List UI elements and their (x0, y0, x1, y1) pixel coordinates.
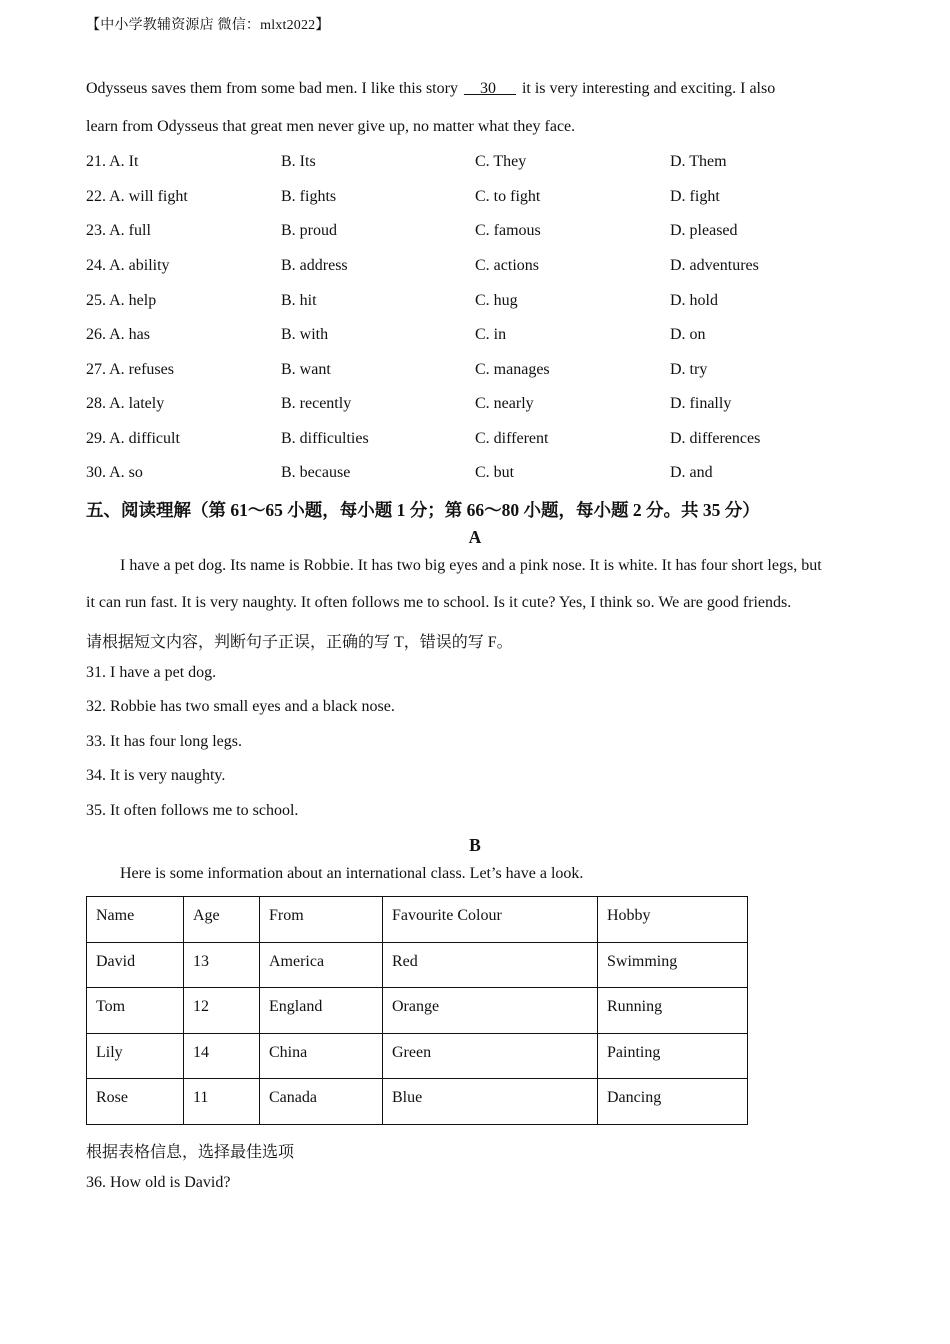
table-header-row (87, 897, 748, 943)
option-c: C. actions (475, 257, 539, 274)
table-cell: 14 (184, 1033, 260, 1079)
option-a: 27. A. refuses (86, 361, 174, 378)
table-cell: David (87, 942, 184, 988)
table-cell: Lily (87, 1033, 184, 1079)
option-row-24 (86, 257, 866, 279)
option-row-29 (86, 430, 866, 452)
page-header: 【中小学教辅资源店 微信：mlxt2022】 (86, 18, 330, 33)
part-a-paragraph-line-2: it can run fast. It is very naughty. It often follows me to school. Is it cute? Yes, I think so. We are good friends. (86, 594, 792, 611)
table-cell: Canada (260, 1079, 383, 1125)
option-a: 30. A. so (86, 464, 143, 481)
table-cell: Painting (598, 1033, 748, 1079)
table-cell: 12 (184, 988, 260, 1034)
table-cell: 11 (184, 1079, 260, 1125)
option-a: 23. A. full (86, 222, 151, 239)
option-b: B. with (281, 326, 329, 343)
table-row (87, 942, 748, 988)
part-a-instruction: 请根据短文内容，判断句子正误，正确的写 T，错误的写 F。 (86, 634, 513, 651)
table-row (87, 988, 748, 1034)
part-b-instruction: 根据表格信息，选择最佳选项 (86, 1144, 295, 1161)
option-b: B. recently (281, 395, 352, 412)
option-c: C. hug (475, 292, 518, 309)
option-a: 28. A. lately (86, 395, 165, 412)
option-a: 25. A. help (86, 292, 157, 309)
part-a-paragraph-line-1: I have a pet dog. Its name is Robbie. It has two big eyes and a pink nose. It is white. It has four short legs, but (120, 557, 822, 574)
table-cell: Running (598, 988, 748, 1034)
table-row (87, 1079, 748, 1125)
passage-text-after: it is very interesting and exciting. I also (517, 80, 776, 97)
option-row-25 (86, 292, 866, 314)
option-d: D. on (670, 326, 706, 343)
passage-line-2: learn from Odysseus that great men never give up, no matter what they face. (86, 118, 576, 135)
table-cell: America (260, 942, 383, 988)
table-cell: Orange (383, 988, 598, 1034)
option-d: D. finally (670, 395, 732, 412)
option-a: 24. A. ability (86, 257, 170, 274)
table-header-cell: Age (184, 897, 260, 943)
option-c: C. in (475, 326, 507, 343)
option-c: C. but (475, 464, 515, 481)
table-row (87, 1033, 748, 1079)
table-header-cell: Favourite Colour (383, 897, 598, 943)
option-row-23 (86, 222, 866, 244)
table-header-cell: From (260, 897, 383, 943)
info-table (86, 896, 748, 1125)
part-b-heading: B (469, 835, 481, 855)
option-a: 21. A. It (86, 153, 139, 170)
blank-30: 30 (479, 80, 496, 97)
option-b: B. because (281, 464, 351, 481)
option-b: B. address (281, 257, 348, 274)
table-cell: England (260, 988, 383, 1034)
table-header-cell: Hobby (598, 897, 748, 943)
passage-text-before: Odysseus saves them from some bad men. I like this story (86, 80, 462, 97)
option-c: C. different (475, 430, 549, 447)
option-c: C. to fight (475, 188, 541, 205)
question-36: 36. How old is David? (86, 1174, 231, 1191)
table-cell: Red (383, 942, 598, 988)
question-32: 32. Robbie has two small eyes and a black nose. (86, 698, 395, 715)
option-d: D. fight (670, 188, 720, 205)
table-header-cell: Name (87, 897, 184, 943)
option-a: 29. A. difficult (86, 430, 180, 447)
question-33: 33. It has four long legs. (86, 733, 242, 750)
option-d: D. pleased (670, 222, 738, 239)
option-d: D. try (670, 361, 708, 378)
passage-line-1 (86, 80, 775, 98)
section-title: 五、阅读理解（第 61～65 小题，每小题 1 分；第 66～80 小题，每小题 2 分。共 35 分） (86, 500, 760, 520)
part-b-intro: Here is some information about an international class. Let’s have a look. (120, 865, 584, 882)
option-c: C. manages (475, 361, 550, 378)
option-b: B. difficulties (281, 430, 369, 447)
option-row-28 (86, 395, 866, 417)
table-cell: China (260, 1033, 383, 1079)
option-d: D. and (670, 464, 713, 481)
option-row-27 (86, 361, 866, 383)
option-row-26 (86, 326, 866, 348)
option-b: B. Its (281, 153, 316, 170)
part-a-heading: A (468, 527, 482, 547)
option-d: D. adventures (670, 257, 759, 274)
table-cell: 13 (184, 942, 260, 988)
table-cell: Green (383, 1033, 598, 1079)
option-row-21 (86, 153, 866, 175)
table-cell: Swimming (598, 942, 748, 988)
option-c: C. famous (475, 222, 541, 239)
option-b: B. fights (281, 188, 337, 205)
option-row-22 (86, 188, 866, 210)
table-cell: Tom (87, 988, 184, 1034)
question-34: 34. It is very naughty. (86, 767, 226, 784)
table-cell: Rose (87, 1079, 184, 1125)
question-35: 35. It often follows me to school. (86, 802, 299, 819)
option-d: D. differences (670, 430, 761, 447)
option-b: B. proud (281, 222, 337, 239)
option-c: C. They (475, 153, 527, 170)
question-31: 31. I have a pet dog. (86, 664, 217, 681)
option-a: 26. A. has (86, 326, 150, 343)
option-d: D. hold (670, 292, 718, 309)
option-b: B. want (281, 361, 331, 378)
option-c: C. nearly (475, 395, 534, 412)
table-cell: Blue (383, 1079, 598, 1125)
table-cell: Dancing (598, 1079, 748, 1125)
option-b: B. hit (281, 292, 317, 309)
option-d: D. Them (670, 153, 727, 170)
option-row-30 (86, 464, 866, 486)
option-a: 22. A. will fight (86, 188, 188, 205)
